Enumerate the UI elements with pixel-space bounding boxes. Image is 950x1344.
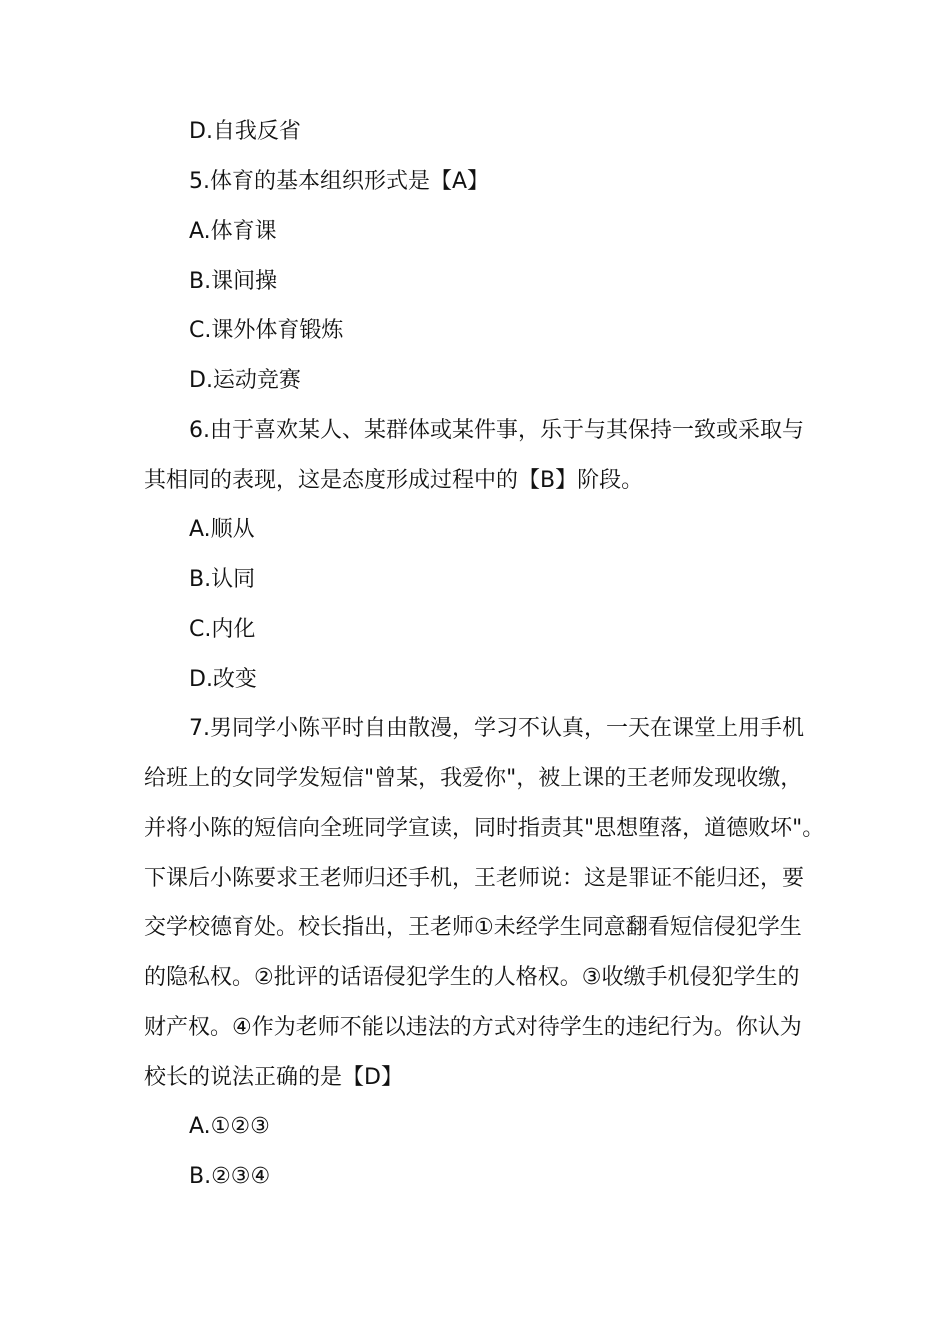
option-d-q6: D.改变: [189, 667, 257, 692]
question-7-line-4: 下课后小陈要求王老师归还手机，王老师说：这是罪证不能归还，要: [144, 866, 805, 891]
question-7-line-7: 财产权。④作为老师不能以违法的方式对待学生的违纪行为。你认为: [144, 1015, 802, 1040]
option-b-q7: B.②③④: [189, 1164, 271, 1189]
question-7-line-3: 并将小陈的短信向全班同学宣读，同时指责其"思想堕落，道德败坏"。: [144, 816, 825, 841]
question-6-line-1: 6.由于喜欢某人、某群体或某件事，乐于与其保持一致或采取与: [189, 418, 804, 443]
question-7-line-5: 交学校德育处。校长指出，王老师①未经学生同意翻看短信侵犯学生: [144, 915, 802, 940]
option-c-q5: C.课外体育锻炼: [189, 318, 344, 343]
question-7-line-6: 的隐私权。②批评的话语侵犯学生的人格权。③收缴手机侵犯学生的: [144, 965, 800, 990]
option-b-q6: B.认同: [189, 567, 256, 592]
question-6-line-2: 其相同的表现，这是态度形成过程中的【B】阶段。: [144, 468, 644, 493]
option-a-q6: A.顺从: [189, 517, 255, 542]
option-d-q5: D.运动竞赛: [189, 368, 301, 393]
option-a-q5: A.体育课: [189, 219, 277, 244]
option-c-q6: C.内化: [189, 617, 256, 642]
question-5: 5.体育的基本组织形式是【A】: [189, 169, 490, 194]
option-b-q5: B.课间操: [189, 269, 278, 294]
option-d-q4: D.自我反省: [189, 119, 301, 144]
question-7-line-1: 7.男同学小陈平时自由散漫，学习不认真，一天在课堂上用手机: [189, 716, 804, 741]
question-7-line-8: 校长的说法正确的是【D】: [144, 1065, 403, 1090]
option-a-q7: A.①②③: [189, 1114, 270, 1139]
question-7-line-2: 给班上的女同学发短信"曾某，我爱你"，被上课的王老师发现收缴，: [144, 766, 803, 791]
